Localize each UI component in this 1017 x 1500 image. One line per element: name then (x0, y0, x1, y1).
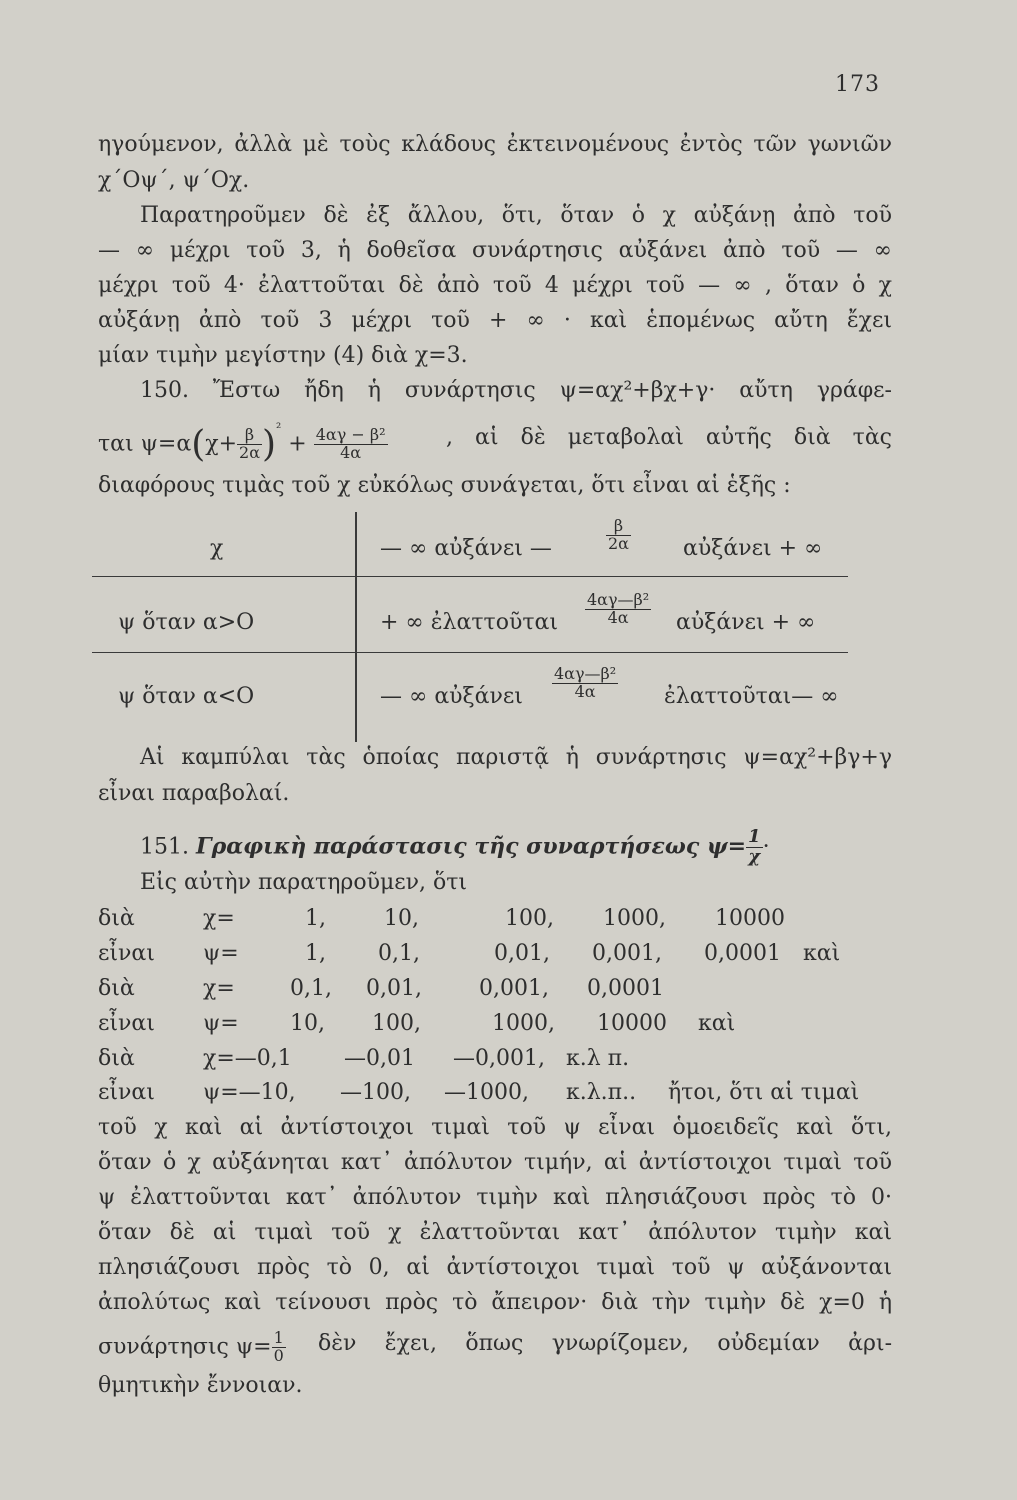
values-cell: 100, (372, 1011, 421, 1036)
table-cell: ἐλαττοῦται— ∞ (664, 684, 839, 709)
table-cell: αὐξάνει + ∞ (683, 536, 823, 561)
values-cell: —100, (340, 1080, 411, 1105)
text-line: Αἱ καμπύλαι τὰς ὁποίας παριστᾷ ἡ συνάρτησις ψ=αχ²+βγ+γ (140, 745, 892, 770)
values-cell: κ.λ.π.. (566, 1080, 637, 1105)
values-cell: 0,01, (494, 941, 550, 966)
values-cell: 1000, (492, 1011, 555, 1036)
values-cell: —1000, (444, 1080, 529, 1105)
table-cell: + ∞ ἐλαττοῦται (380, 610, 558, 635)
fraction-denominator: χ (748, 845, 761, 867)
table-cell: — ∞ αὐξάνει (380, 684, 523, 709)
values-cell: 0,1, (378, 941, 420, 966)
section-150-heading-line: 150. Ἔστω ἤδη ἡ συνάρτησις ψ=αχ²+βχ+γ· αὔτη γράφε- (140, 378, 892, 403)
fraction-denominator: 4α (340, 443, 362, 462)
fraction-numerator: 4αγ − β² (315, 425, 386, 445)
fraction-denominator: 2α (608, 533, 629, 553)
table-cell: — ∞ αὐξάνει — (380, 536, 552, 561)
table-row-label: χ (210, 536, 224, 561)
values-cell: ψ=—10, (203, 1080, 296, 1105)
values-cell: ψ= (203, 1011, 239, 1036)
fraction (746, 828, 763, 867)
values-cell: 1, (305, 941, 326, 966)
formula-line (98, 421, 388, 465)
fraction-numerator: 1 (273, 1328, 284, 1347)
fraction-numerator: 4αγ—β² (554, 664, 617, 683)
text-line: ὅταν ὁ χ αὐξάνηται κατ᾽ ἀπόλυτον τιμήν, αἱ ἀντίστοιχοι τιμαὶ τοῦ (98, 1150, 892, 1175)
table-row-label: ψ ὅταν α>Ο (118, 610, 255, 635)
values-cell: ἤτοι, ὅτι αἱ τιμαὶ (668, 1080, 860, 1105)
text-line: ὅταν δὲ αἱ τιμαὶ τοῦ χ ἐλαττοῦνται κατ᾽ ἀπόλυτον τιμὴν καὶ (98, 1220, 892, 1245)
text-line: ψ ἐλαττοῦνται κατ᾽ ἀπόλυτον τιμὴν καὶ πλησιάζουσι πρὸς τὸ 0· (98, 1185, 892, 1210)
values-cell: 0,01, (366, 976, 422, 1001)
section-number: 151. (140, 834, 189, 860)
values-cell: χ= (203, 976, 235, 1001)
text-line: Παρατηροῦμεν δὲ ἐξ ἄλλου, ὅτι, ὅταν ὁ χ αὐξάνῃ ἀπὸ τοῦ (140, 203, 892, 228)
values-cell: διὰ (98, 906, 135, 931)
values-cell: εἶναι (98, 1080, 155, 1105)
text-line: εἶναι παραβολαί. (98, 781, 290, 806)
fraction-denominator: 4α (574, 681, 596, 701)
fraction-denominator: 2α (239, 443, 260, 462)
text-line: — ∞ μέχρι τοῦ 3, ἡ δοθεῖσα συνάρτησις αὐξάνει ἀπὸ τοῦ — ∞ (98, 238, 892, 263)
text-line: Εἰς αὐτὴν παρατηροῦμεν, ὅτι (140, 870, 468, 895)
formula-text: συνάρτησις ψ= (98, 1334, 272, 1360)
values-cell: διὰ (98, 1046, 135, 1071)
text-line: μέχρι τοῦ 4· ἐλαττοῦται δὲ ἀπὸ τοῦ 4 μέχρι τοῦ — ∞ , ὅταν ὁ χ (98, 273, 892, 298)
fraction-denominator: 0 (273, 1345, 284, 1365)
formula-exponent: ² (276, 421, 282, 437)
values-cell: 10, (384, 906, 419, 931)
fraction-numerator: β (606, 518, 631, 536)
text-line: διαφόρους τιμὰς τοῦ χ εὐκόλως συνάγεται, ὅτι εἶναι αἱ ἑξῆς : (98, 473, 791, 498)
values-cell: χ= (203, 906, 235, 931)
text-line: αὐξάνῃ ἀπὸ τοῦ 3 μέχρι τοῦ + ∞ · καὶ ἑπομένως αὔτη ἔχει (98, 308, 892, 333)
text-line: δὲν ἔχει, ὅπως γνωρίζομεν, οὐδεμίαν ἀρι- (318, 1331, 892, 1356)
text-line: , αἱ δὲ μεταβολαὶ αὐτῆς διὰ τὰς (446, 425, 892, 450)
values-cell: χ=—0,1 (203, 1046, 292, 1071)
page-number: 173 (835, 72, 880, 97)
section-title: Γραφικὴ παράστασις τῆς συναρτήσεως ψ= (195, 833, 747, 860)
table-horizontal-rule (92, 576, 848, 577)
values-cell: 1000, (603, 906, 666, 931)
text-line: χ΄Οψ΄, ψ΄Οχ. (98, 168, 250, 193)
fraction-numerator: 1 (748, 826, 761, 847)
fraction (314, 427, 388, 462)
text-line: μίαν τιμὴν μεγίστην (4) διὰ χ=3. (98, 343, 468, 368)
text-line: ηγούμενον, ἀλλὰ μὲ τοὺς κλάδους ἐκτεινομένους ἐντὸς τῶν γωνιῶν (98, 132, 892, 157)
values-cell: —0,001, (453, 1046, 545, 1071)
values-cell: 0,0001 (587, 976, 664, 1001)
values-cell: εἶναι (98, 1011, 155, 1036)
values-cell: κ.λ π. (566, 1046, 630, 1071)
values-cell: καὶ (803, 941, 841, 966)
table-fraction (585, 592, 651, 627)
formula-paren: ( (191, 424, 206, 465)
formula-text: χ+ (205, 431, 238, 457)
section-151-heading (140, 828, 770, 867)
values-cell: εἶναι (98, 941, 155, 966)
text-line: πλησιάζουσι πρὸς τὸ 0, αἱ ἀντίστοιχοι τιμαὶ τοῦ ψ αὐξάνονται (98, 1255, 892, 1280)
text-line: θμητικὴν ἔννοιαν. (98, 1373, 303, 1398)
table-fraction (552, 666, 618, 701)
values-cell: 10000 (597, 1011, 667, 1036)
values-cell: 0,0001 (704, 941, 781, 966)
formula-text: + (288, 431, 307, 457)
table-cell: αὐξάνει + ∞ (676, 610, 816, 635)
fraction-denominator: 4α (607, 607, 629, 627)
table-fraction (606, 518, 631, 553)
formula-text: ται ψ=α (98, 431, 192, 457)
fraction (272, 1330, 286, 1365)
values-cell: ψ= (203, 941, 239, 966)
table-horizontal-rule (92, 652, 848, 653)
table-row-label: ψ ὅταν α<Ο (118, 684, 255, 709)
values-cell: —0,01 (344, 1046, 415, 1071)
values-cell: 1, (305, 906, 326, 931)
fraction-numerator: β (237, 427, 262, 445)
text-line: ἀπολύτως καὶ τείνουσι πρὸς τὸ ἄπειρον· διὰ τὴν τιμὴν δὲ χ=0 ἡ (98, 1290, 892, 1315)
fraction (237, 427, 262, 462)
fraction-numerator: 4αγ—β² (587, 590, 650, 609)
formula-text: · (762, 834, 770, 860)
values-cell: 0,001, (592, 941, 662, 966)
values-cell: 0,001, (479, 976, 549, 1001)
values-cell: 100, (505, 906, 554, 931)
values-cell: καὶ (698, 1011, 736, 1036)
formula-paren: ) (262, 424, 277, 465)
formula-line (98, 1330, 286, 1365)
table-vertical-rule (355, 512, 357, 742)
values-cell: 10, (290, 1011, 325, 1036)
text-line: τοῦ χ καὶ αἱ ἀντίστοιχοι τιμαὶ τοῦ ψ εἶναι ὁμοειδεῖς καὶ ὅτι, (98, 1115, 892, 1140)
values-cell: διὰ (98, 976, 135, 1001)
values-cell: 10000 (715, 906, 785, 931)
values-cell: 0,1, (290, 976, 332, 1001)
